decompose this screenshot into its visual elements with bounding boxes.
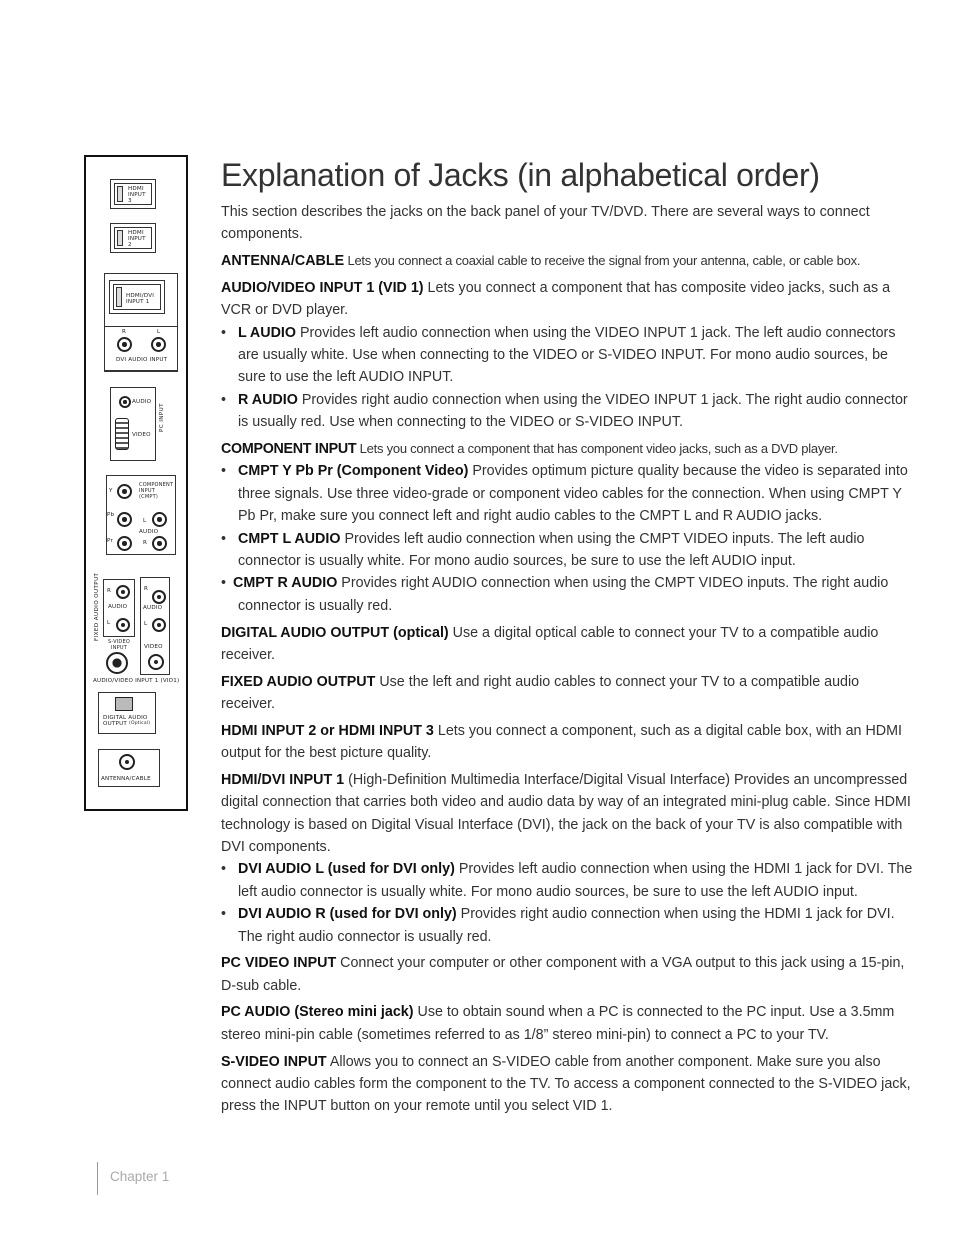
optical-port-icon: [115, 697, 133, 711]
main-content: [221, 155, 913, 1118]
av-audio-block: [140, 577, 170, 675]
entry-antenna-cable: ANTENNA/CABLE Lets you connect a coaxial cable to receive the signal from your antenna, cable, or cable box.: [221, 253, 861, 270]
fixed-l-label: L: [107, 620, 111, 626]
entry-s-video-input: S-VIDEO INPUT Allows you to connect an S-VIDEO cable from another component. Make sure you also connect audio cables form the component to the TV. To access a component connected to the S-VIDEO jack, press the INPUT button on your remote until you select VID 1.: [221, 1053, 911, 1115]
svideo-jack: [106, 652, 128, 674]
dvi-audio-r-jack: [117, 337, 132, 352]
video-jack: [148, 654, 164, 670]
antenna-cable-jack: [119, 754, 135, 770]
hdmi-input-3-jack: [110, 179, 156, 209]
fixed-audio-l-jack: [116, 618, 130, 632]
cmpt-pb-jack: [117, 512, 132, 527]
digital-audio-label: DIGITAL AUDIO OUTPUT: [103, 715, 148, 727]
vid-r-label: R: [144, 586, 149, 592]
fixed-audio-r-jack: [116, 585, 130, 599]
fixed-audio-output-label: FIXED AUDIO OUTPUT: [94, 572, 100, 641]
entry-hdmi-dvi-input-1: HDMI/DVI INPUT 1 (High-Definition Multimedia Interface/Digital Visual Interface) Provides an uncompressed digital connection that carries both video and audio data by way of an integrated mini-plug cable. Since HDMI technology is based on Digital Visual Interface (DVI), the jack on the back of your TV is also compatible with DVI components.: [221, 771, 911, 856]
optical-label: (Optical): [129, 721, 151, 726]
cmpt-l-label: L: [143, 518, 147, 524]
footer-divider: [97, 1162, 98, 1195]
entry-hdmi-input-2-3: HDMI INPUT 2 or HDMI INPUT 3 Lets you connect a component, such as a digital cable box, with an HDMI output for the best picture quality.: [221, 722, 902, 762]
dvi-audio-l-jack: [151, 337, 166, 352]
pb-label: Pb: [107, 512, 115, 518]
pc-video-label: VIDEO: [132, 432, 151, 438]
component-input-label: COMPONENT INPUT (CMPT): [139, 482, 174, 500]
pc-input-label: PC INPUT: [159, 403, 165, 432]
vid-l-label: L: [144, 621, 148, 627]
svideo-label: S-VIDEO INPUT: [108, 639, 130, 651]
fixed-audio-label: AUDIO: [108, 604, 128, 610]
cmpt-r-label: R: [143, 540, 148, 546]
cmpt-audio-label: AUDIO: [139, 529, 159, 535]
pc-input-block: [110, 387, 165, 461]
cmpt-pr-jack: [117, 536, 132, 551]
vid-audio-label: AUDIO: [143, 605, 163, 611]
bullet-cmpt-ypbpr: • CMPT Y Pb Pr (Component Video) Provides optimum picture quality because the video is separated into three signals. Use three video-grade or component video cables for the connection. When using CMPT Y Pb Pr, make sure you connect left and right audio cables to the CMPT L and R AUDIO jacks.: [221, 463, 908, 525]
entry-pc-audio: PC AUDIO (Stereo mini jack) Use to obtain sound when a PC is connected to the PC input. Use a 3.5mm stereo mini-pin cable (sometimes referred to as 1/8” stereo mini-pin) to connect a PC to your TV.: [221, 1004, 895, 1043]
entry-fixed-audio-output: FIXED AUDIO OUTPUT Use the left and right audio cables to connect your TV to a compatible audio receiver.: [221, 673, 860, 713]
entry-pc-video-input: PC VIDEO INPUT Connect your computer or other component with a VGA output to this jack using a 15-pin, D-sub cable.: [221, 955, 905, 994]
digital-audio-output-block: [98, 692, 156, 734]
vid-audio-l-jack: [152, 618, 166, 632]
video-label: VIDEO: [144, 644, 163, 650]
hdmi-input-3-label: HDMI INPUT 3: [128, 186, 146, 204]
bullet-cmpt-l-audio: • CMPT L AUDIO Provides left audio connection when using the CMPT VIDEO inputs. The left audio connector is usually white. For mono audio sources, be sure to use the left AUDIO input.: [221, 530, 865, 569]
bullet-dvi-audio-l: • DVI AUDIO L (used for DVI only) Provides left audio connection when using the HDMI 1 jack for DVI. The left audio connector is usually white. For mono audio sources, be sure to use the left AUDIO input.: [221, 861, 913, 900]
cmpt-r-jack: [152, 536, 167, 551]
hdmi-input-2-jack: [110, 223, 156, 253]
pc-audio-label: AUDIO: [132, 399, 152, 405]
pr-label: Pr: [107, 538, 113, 544]
cmpt-y-jack: [117, 484, 132, 499]
av-input-label: AUDIO/VIDEO INPUT 1 (VID1): [93, 678, 180, 684]
page-title: Explanation of Jacks (in alphabetical order): [221, 157, 820, 193]
antenna-cable-block: [98, 749, 160, 787]
entry-digital-audio-output: DIGITAL AUDIO OUTPUT (optical) Use a digital optical cable to connect your TV to a compatible audio receiver.: [221, 624, 879, 663]
dvi-l-label: L: [157, 329, 161, 335]
hdmi-dvi-block: [104, 273, 178, 371]
bullet-r-audio: • R AUDIO Provides right audio connection when using the VIDEO INPUT 1 jack. The right audio connector is usually red. Use when connecting to the VIDEO or S-VIDEO INPUT.: [221, 391, 908, 431]
dvi-r-label: R: [122, 329, 127, 335]
hdmi-input-2-label: HDMI INPUT 2: [128, 230, 146, 248]
intro-paragraph: This section describes the jacks on the back panel of your TV/DVD. There are several ways to connect components.: [221, 204, 870, 243]
back-panel-diagram: [84, 155, 188, 811]
entry-av-input-1: AUDIO/VIDEO INPUT 1 (VID 1) Lets you connect a component that has composite video jacks, such as a VCR or DVD player.: [221, 279, 891, 319]
entry-component-input: COMPONENT INPUT Lets you connect a component that has component video jacks, such as a DVD player.: [221, 440, 838, 457]
footer-chapter: Chapter 1: [110, 1169, 170, 1184]
component-input-block: [106, 475, 176, 555]
bullet-l-audio: • L AUDIO Provides left audio connection when using the VIDEO INPUT 1 jack. The left audio connectors are usually white. Use when connecting to the VIDEO or S-VIDEO INPUT. For mono audio sources, be sure to use the left AUDIO INPUT.: [221, 324, 896, 386]
cmpt-l-jack: [152, 512, 167, 527]
dvi-audio-input-label: DVI AUDIO INPUT: [116, 357, 168, 363]
vid-audio-r-jack: [152, 590, 166, 604]
y-label: Y: [109, 488, 113, 494]
hdmi-dvi-input-1-label: HDMI/DVI INPUT 1: [126, 293, 155, 305]
vga-port-icon: [115, 418, 129, 450]
bullet-cmpt-r-audio: • CMPT R AUDIO Provides right AUDIO connection when using the CMPT VIDEO inputs. The right audio connector is usually red.: [221, 575, 889, 614]
pc-audio-jack: [119, 396, 131, 408]
antenna-cable-label: ANTENNA/CABLE: [101, 776, 151, 782]
fixed-audio-output-block: [103, 579, 135, 637]
fixed-r-label: R: [107, 588, 112, 594]
bullet-dvi-audio-r: • DVI AUDIO R (used for DVI only) Provides right audio connection when using the HDMI 1 jack for DVI. The right audio connector is usually red.: [221, 906, 895, 945]
